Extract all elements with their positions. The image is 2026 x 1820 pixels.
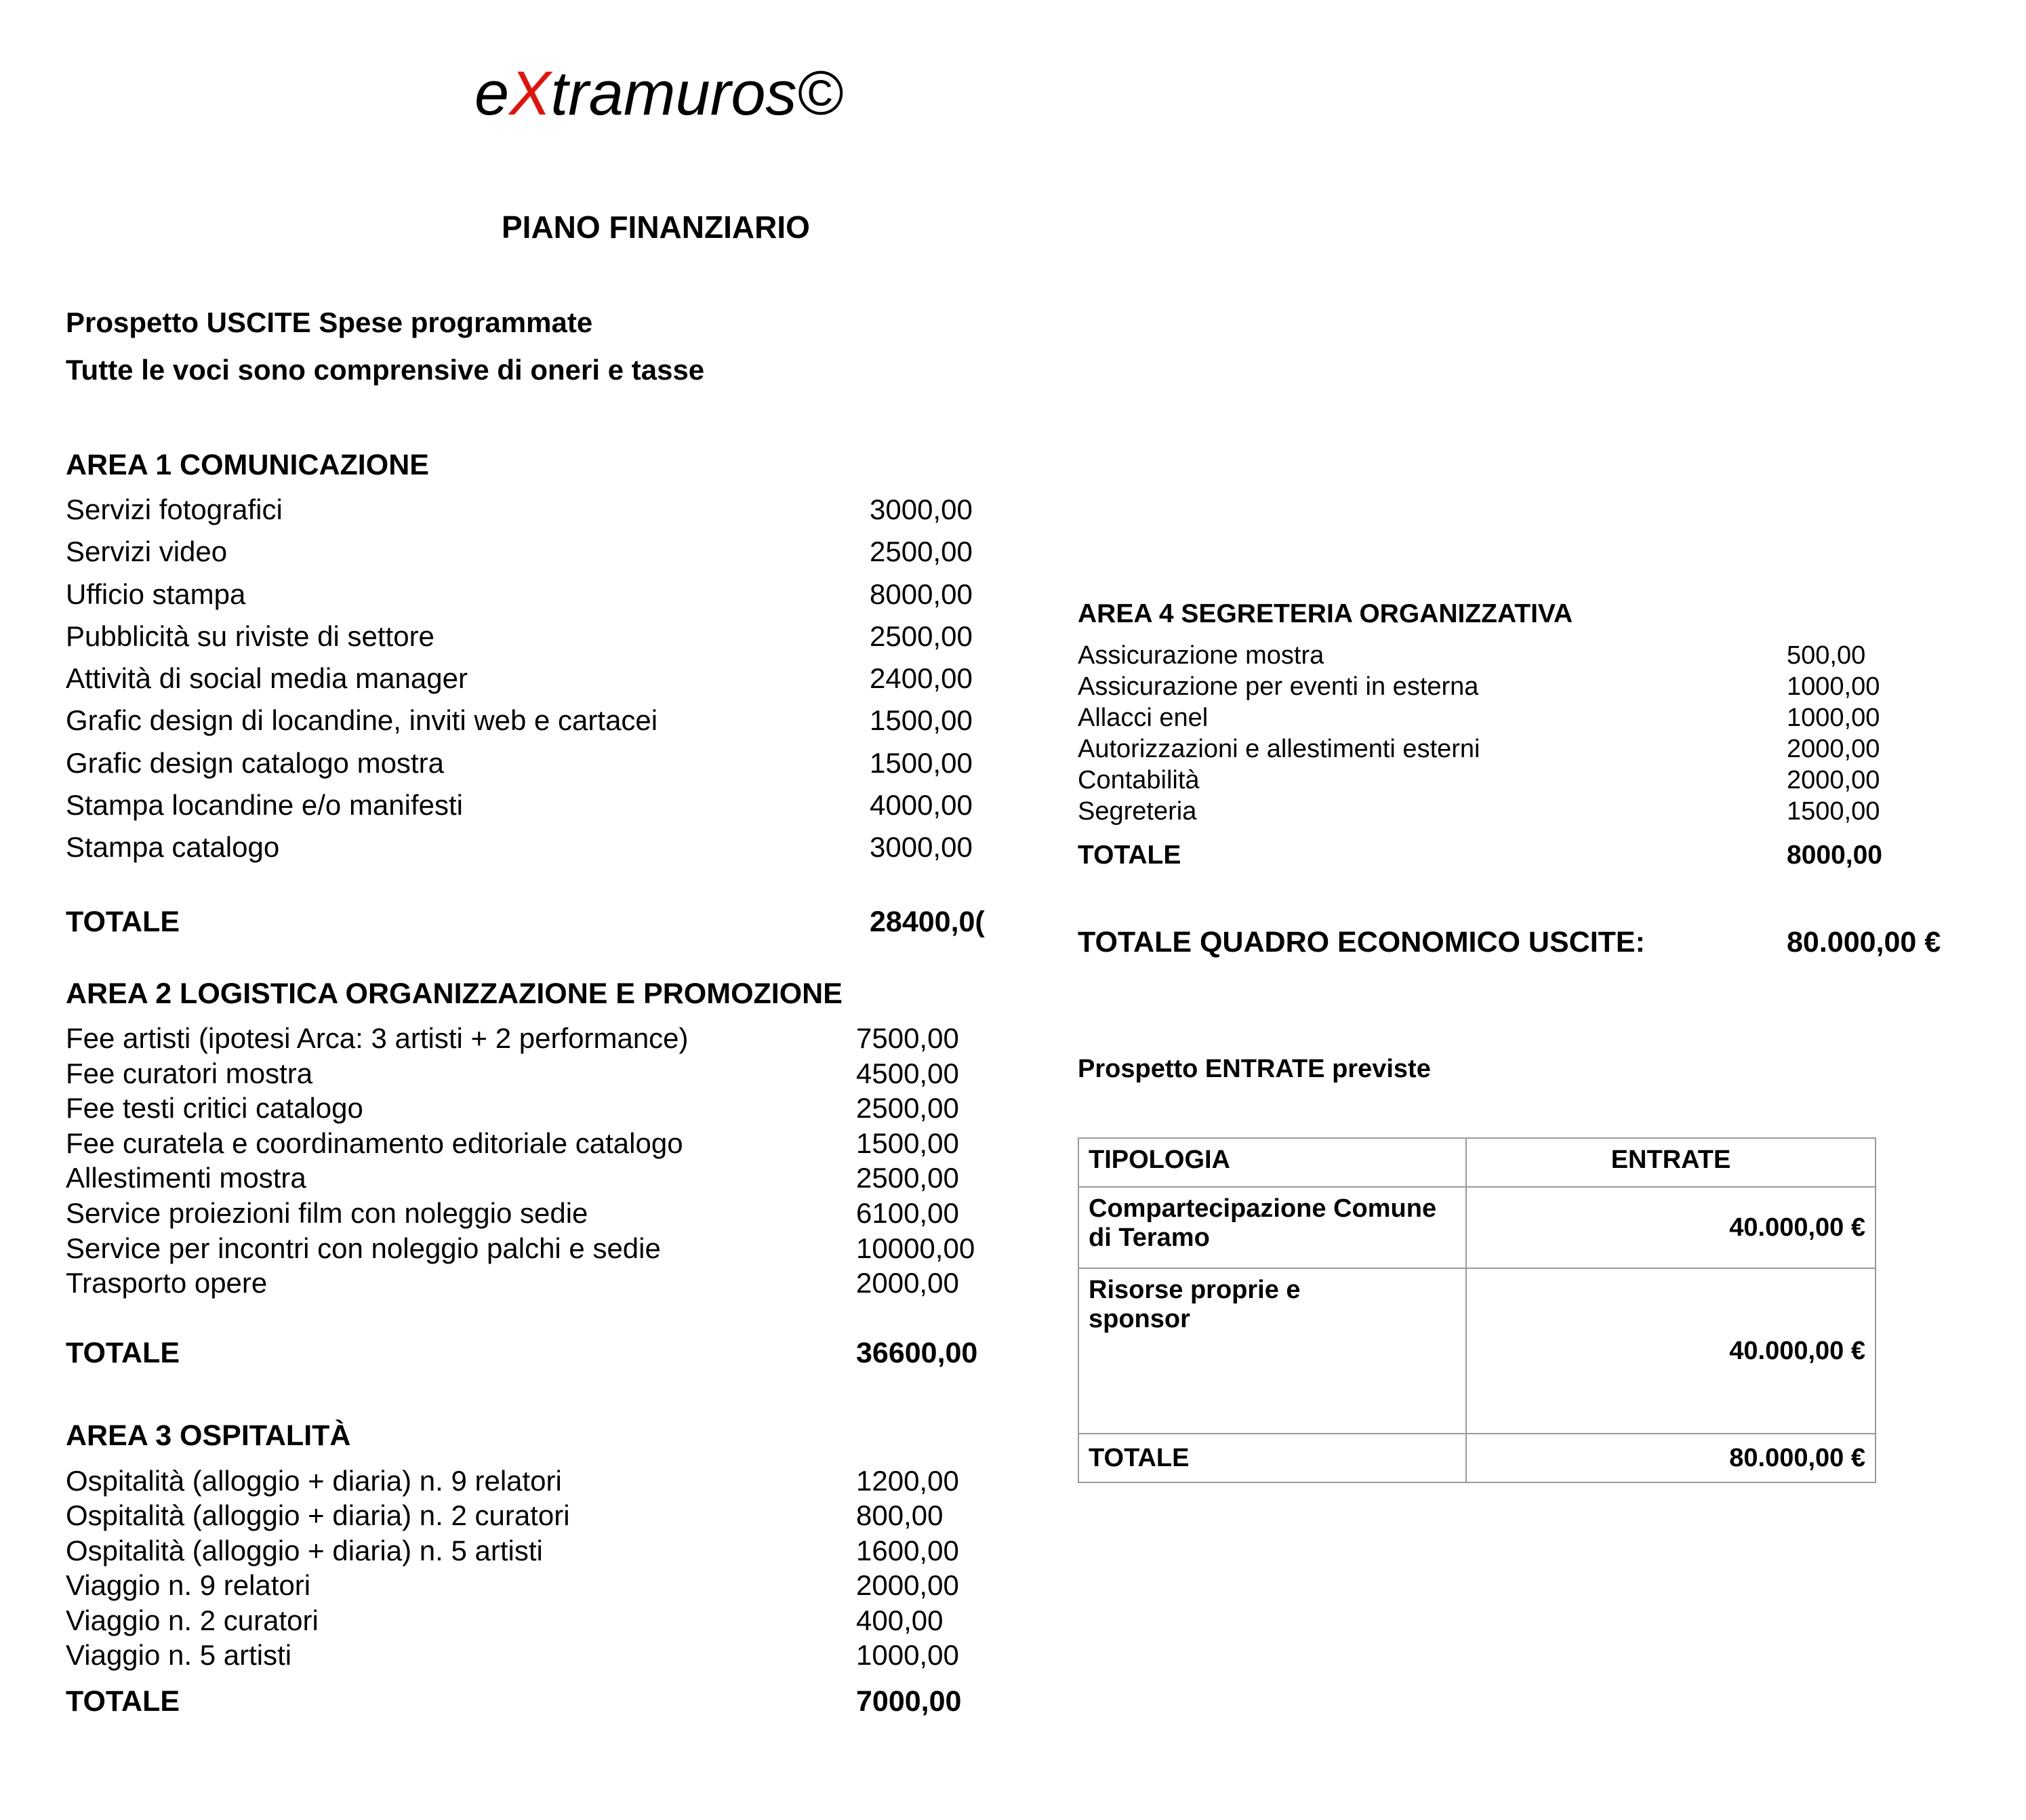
item-value: 2500,00 — [856, 1162, 959, 1194]
item-label: Ospitalità (alloggio + diaria) n. 9 relatori — [66, 1465, 562, 1497]
item-label: Fee curatori mostra — [66, 1057, 313, 1089]
item-label: Servizi fotografici — [66, 493, 283, 525]
logo — [474, 59, 843, 128]
area3-total-label: TOTALE — [66, 1685, 180, 1718]
item-label: Grafic design catalogo mostra — [66, 746, 444, 779]
uscite-note: Tutte le voci sono comprensive di oneri e tasse — [66, 354, 705, 386]
table-row — [1078, 1268, 1876, 1434]
area2-total-label: TOTALE — [66, 1337, 180, 1369]
item-label: Viaggio n. 2 curatori — [66, 1604, 319, 1636]
item-label: Autorizzazioni e allestimenti esterni — [1078, 735, 1480, 763]
table-header-row — [1078, 1138, 1876, 1187]
item-value: 4500,00 — [856, 1057, 959, 1089]
item-label: Ospitalità (alloggio + diaria) n. 2 curatori — [66, 1499, 570, 1532]
item-value: 7500,00 — [856, 1022, 959, 1054]
item-label: Service per incontri con noleggio palchi e sedie — [66, 1232, 661, 1264]
item-label: Assicurazione mostra — [1078, 641, 1324, 670]
item-label: Grafic design di locandine, inviti web e cartacei — [66, 704, 658, 737]
item-value: 1500,00 — [870, 746, 973, 779]
area3-total-value: 7000,00 — [856, 1685, 962, 1718]
table-row — [1078, 1187, 1876, 1268]
document-title: PIANO FINANZIARIO — [502, 209, 810, 245]
item-value: 6100,00 — [856, 1196, 959, 1229]
item-value: 2500,00 — [870, 535, 973, 568]
table-total-row — [1078, 1434, 1876, 1482]
item-value: 2000,00 — [1787, 766, 1880, 794]
area1-total-label: TOTALE — [66, 906, 180, 938]
item-label: Service proiezioni film con noleggio sedie — [66, 1196, 588, 1229]
item-label: Viaggio n. 5 artisti — [66, 1638, 292, 1671]
item-value: 2000,00 — [856, 1267, 959, 1299]
area4-total-value: 8000,00 — [1787, 841, 1882, 870]
total-label: TOTALE — [1078, 1434, 1466, 1482]
item-value: 10000,00 — [856, 1232, 975, 1264]
area3-title: AREA 3 OSPITALITÀ — [66, 1419, 351, 1452]
item-value: 1000,00 — [1787, 704, 1880, 732]
item-value: 4000,00 — [870, 789, 973, 822]
item-label: Ufficio stampa — [66, 578, 246, 610]
entrate-table — [1078, 1137, 1876, 1483]
item-label: Segreteria — [1078, 797, 1197, 826]
item-value: 2500,00 — [856, 1092, 959, 1125]
grand-total-label: TOTALE QUADRO ECONOMICO USCITE: — [1078, 926, 1645, 958]
item-label: Allacci enel — [1078, 704, 1209, 732]
item-value: 2000,00 — [856, 1569, 959, 1602]
item-label: Assicurazione per eventi in esterna — [1078, 672, 1479, 701]
total-value: 80.000,00 € — [1466, 1434, 1876, 1482]
row-entrate: 40.000,00 € — [1466, 1268, 1876, 1434]
item-value: 400,00 — [856, 1604, 944, 1636]
item-label: Fee testi critici catalogo — [66, 1092, 363, 1125]
item-label: Contabilità — [1078, 766, 1200, 794]
item-label: Pubblicità su riviste di settore — [66, 620, 434, 652]
item-value: 2400,00 — [870, 662, 973, 695]
item-value: 500,00 — [1787, 641, 1866, 670]
item-label: Attività di social media manager — [66, 662, 468, 695]
item-label: Ospitalità (alloggio + diaria) n. 5 artisti — [66, 1534, 543, 1566]
item-label: Fee curatela e coordinamento editoriale catalogo — [66, 1127, 683, 1159]
row-tipologia: Risorse proprie e sponsor — [1078, 1268, 1466, 1434]
item-value: 3000,00 — [870, 831, 973, 864]
item-value: 1000,00 — [856, 1638, 959, 1671]
item-value: 2500,00 — [870, 620, 973, 652]
logo-prefix: e — [474, 59, 510, 128]
item-label: Fee artisti (ipotesi Arca: 3 artisti + 2 performance) — [66, 1022, 689, 1054]
col-entrate: ENTRATE — [1466, 1138, 1876, 1187]
item-label: Servizi video — [66, 535, 228, 568]
item-value: 1500,00 — [856, 1127, 959, 1159]
item-value: 1500,00 — [1787, 797, 1880, 826]
logo-suffix: tramuros© — [550, 59, 843, 128]
grand-total-value: 80.000,00 € — [1787, 926, 1941, 958]
area1-title: AREA 1 COMUNICAZIONE — [66, 449, 429, 481]
item-label: Trasporto opere — [66, 1267, 268, 1299]
col-tipologia: TIPOLOGIA — [1078, 1138, 1466, 1187]
item-value: 1200,00 — [856, 1465, 959, 1497]
item-value: 1000,00 — [1787, 672, 1880, 701]
row-tipologia: Compartecipazione Comune di Teramo — [1078, 1187, 1466, 1268]
area4-title: AREA 4 SEGRETERIA ORGANIZZATIVA — [1078, 599, 1573, 628]
item-value: 2000,00 — [1787, 735, 1880, 763]
item-value: 1500,00 — [870, 704, 973, 737]
item-label: Allestimenti mostra — [66, 1162, 306, 1194]
item-value: 1600,00 — [856, 1534, 959, 1566]
area2-total-value: 36600,00 — [856, 1337, 978, 1369]
item-value: 800,00 — [856, 1499, 944, 1532]
entrate-heading: Prospetto ENTRATE previste — [1078, 1055, 1431, 1083]
item-label: Stampa catalogo — [66, 831, 280, 864]
area2-title: AREA 2 LOGISTICA ORGANIZZAZIONE E PROMOZIONE — [66, 977, 843, 1010]
item-label: Viaggio n. 9 relatori — [66, 1569, 311, 1602]
item-value: 8000,00 — [870, 578, 973, 610]
item-label: Stampa locandine e/o manifesti — [66, 789, 464, 822]
row-entrate: 40.000,00 € — [1466, 1187, 1876, 1268]
logo-accent-x: X — [509, 59, 551, 128]
uscite-heading: Prospetto USCITE Spese programmate — [66, 306, 593, 338]
item-value: 3000,00 — [870, 493, 973, 525]
area4-total-label: TOTALE — [1078, 841, 1181, 870]
area1-total-value: 28400,0( — [870, 906, 985, 938]
